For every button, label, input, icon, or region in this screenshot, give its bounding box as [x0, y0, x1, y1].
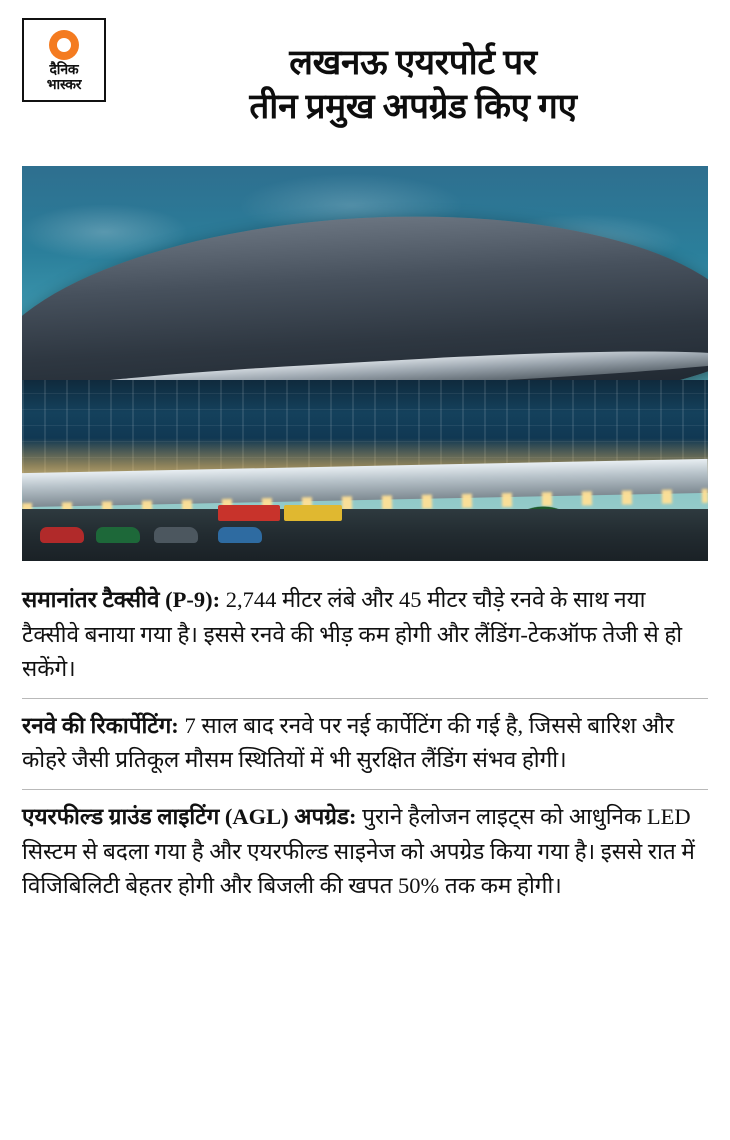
brand-name [47, 64, 82, 93]
hero-image [22, 166, 708, 561]
article-body [22, 561, 708, 1130]
section-agl-body: पुराने हैलोजन लाइट्स को आधुनिक LED सिस्टम से बदला गया है और एयरफील्ड साइनेज को अपग्रेड किया गया है। इससे रात में विजिबिलिटी बेहतर होगी और बिजली की खपत 50% तक कम होगी। [22, 804, 695, 898]
car-2 [96, 527, 140, 543]
brand-name-line2: भास्कर [46, 78, 82, 93]
page-title [122, 41, 708, 129]
section-agl-lead: एयरफील्ड ग्राउंड लाइटिंग (AGL) अपग्रेड: [22, 804, 357, 830]
shop-signboard-2 [284, 505, 342, 521]
headline-line-2: तीन प्रमुख अपग्रेड किए गए [249, 87, 577, 127]
section-agl [22, 790, 708, 915]
brand-name-line1: दैनिक [49, 63, 79, 79]
brand-logo[interactable] [22, 18, 106, 102]
shop-signboard-1 [218, 505, 280, 521]
headline-line-1: लखनऊ एयरपोर्ट पर [289, 43, 537, 83]
card-header [22, 18, 708, 152]
car-4 [218, 527, 262, 543]
section-recarpeting [22, 699, 708, 789]
section-recarpeting-lead: रनवे की रिकार्पेटिंग: [22, 712, 179, 738]
section-taxiway-lead: समानांतर टैक्सीवे (P-9): [22, 587, 221, 613]
car-1 [40, 527, 84, 543]
sun-icon [49, 30, 79, 60]
car-3 [154, 527, 198, 543]
section-recarpeting-body: 7 साल बाद रनवे पर नई कार्पेटिंग की गई है, जिससे बारिश और कोहरे जैसी प्रतिकूल मौसम स्थितियों में भी सुरक्षित लैंडिंग संभव होगी। [22, 712, 675, 773]
section-taxiway [22, 573, 708, 698]
section-taxiway-body: 2,744 मीटर लंबे और 45 मीटर चौड़े रनवे के साथ नया टैक्सीवे बनाया गया है। इससे रनवे की भीड़ कम होगी और लैंडिंग-टेकऑफ तेजी से हो सकेंगे। [22, 587, 683, 681]
